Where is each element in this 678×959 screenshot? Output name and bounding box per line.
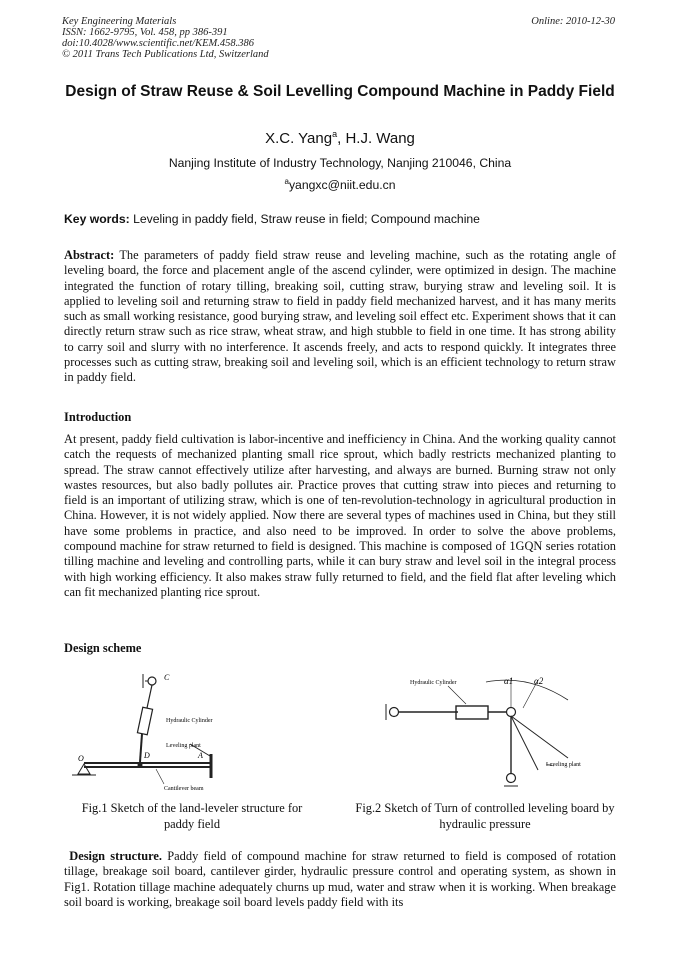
fig1-piston-rod <box>147 685 152 708</box>
design-structure-text: Paddy field of compound machine for straw returned to field is composed of rotation tillage, breakage soil board, cantilever girder, hydraulic pressure control and operating system, as shown in Fig1. Rotation tillage machine adequately churns up mud, water and straw when it is working. When breakage soil board is working, breakage soil board levels paddy field with its <box>64 849 617 909</box>
email-address[interactable]: yangxc@niit.edu.cn <box>288 178 396 193</box>
fig1-label-a: A <box>198 751 203 760</box>
online-date: Online: 2010-12-30 <box>531 16 615 27</box>
introduction-paragraph: At present, paddy field cultivation is labor-incentive and inefficiency in China. And the working quality cannot catch the requests of mechanized planting small rice sprout, which badly restricts mechanized planting to spread. The straw cannot effectively utilize after harvesting, and always are burned. Burning straw not only wastes resources, but also badly pollutes air. Practice proves that cutting straw into pieces and returning to field is an important of utilizing straw, which is one of ten-revolution-technology in agricultural production in China. However, it is not widely applied. Now there are several types of machines used in China, but they still have some problems in practice, and also need to be improved. In order to solve the above problems, compound machine for straw returned to field is designed. This machine is composed of 1GQN series rotation tilling machine and leveling and controlling parts, while it can bury straw and level soil in the integral process with high working efficiency. It also makes straw fully returned to field, and the field flat after leveling which can fit mechanized planting rice sprout. <box>64 432 616 599</box>
figure-2-caption: Fig.2 Sketch of Turn of controlled leveling board by hydraulic pressure <box>355 801 615 831</box>
email-superscript: a <box>284 177 289 186</box>
affiliation: Nanjing Institute of Industry Technology, Nanjing 210046, China <box>168 156 512 170</box>
design-structure-paragraph <box>64 849 616 910</box>
abstract-paragraph <box>64 248 616 386</box>
email-line <box>60 177 620 192</box>
fig1-cylinder-body <box>137 707 152 735</box>
fig2-label-alpha1: α1 <box>504 676 514 686</box>
fig1-label-plant: Leveling plant <box>166 743 201 749</box>
fig2-upper-pivot <box>507 708 516 717</box>
fig1-label-cylinder: Hydraulic Cylinder <box>166 718 213 724</box>
fig1-label-o: O <box>78 754 84 763</box>
author-1-superscript: a <box>332 129 338 139</box>
fig2-lower-pivot <box>507 774 516 783</box>
figure-2-diagram <box>378 670 608 800</box>
fig2-swing-arm-2 <box>511 716 568 758</box>
authors-line <box>60 129 620 147</box>
keywords-label: Key words: <box>64 212 130 226</box>
figure-1-diagram <box>70 666 310 801</box>
fig2-label-plant: Leveling plant <box>546 762 581 768</box>
abstract-label: Abstract: <box>64 248 115 262</box>
fig2-label-cylinder: Hydraulic Cylinder <box>410 680 457 686</box>
fig1-label-d: D <box>144 751 150 760</box>
abstract-text: The parameters of paddy field straw reuse and leveling machine, such as the rotating angle of leveling board, the force and placement angle of the ascend cylinder, were optimized in design. The machine integrated the function of rotary tilling, breaking soil, cutting straw, burying straw and leveling soil. It is applied to leveling soil and returning straw to field in paddy field mechanized harvest, and it has many merits such as small working resistance, good burying straw, and leveling soil effect etc. Experiment shows that it can directly return straw such as rice straw, wheat straw, and high stubble to field in one time. It has strong ability to carry soil and slurry with no interference. It ascends freely, and acts to respond quickly. It integrates three processes such as cutting straw, breaking soil and leveling soil, which is an efficient technology to return straw in paddy field. <box>64 248 617 385</box>
fig2-cylinder-leader <box>448 686 466 704</box>
copyright-line: © 2011 Trans Tech Publications Ltd, Switzerland <box>62 49 269 60</box>
journal-name: Key Engineering Materials <box>62 16 177 27</box>
paper-title: Design of Straw Reuse & Soil Levelling Compound Machine in Paddy Field <box>65 83 615 100</box>
introduction-heading: Introduction <box>64 410 132 424</box>
fig1-label-c: C <box>164 673 170 682</box>
fig1-joint-d <box>138 763 143 768</box>
fig1-beam-leader <box>156 769 164 784</box>
issn-line: ISSN: 1662-9795, Vol. 458, pp 386-391 <box>62 27 228 38</box>
keywords-text: Leveling in paddy field, Straw reuse in field; Compound machine <box>133 212 480 226</box>
fig1-pivot-o <box>78 764 90 774</box>
fig2-angle-arc <box>486 680 568 700</box>
running-header <box>62 16 269 60</box>
fig1-joint-c <box>148 677 156 685</box>
figure-1-caption: Fig.1 Sketch of the land-leveler structure for paddy field <box>81 801 303 831</box>
fig2-cylinder-body <box>456 706 488 719</box>
fig1-link <box>140 734 142 762</box>
fig2-label-alpha2: α2 <box>534 676 544 686</box>
doi-line: doi:10.4028/www.scientific.net/KEM.458.386 <box>62 38 254 49</box>
author-2: H.J. Wang <box>345 130 415 147</box>
fig2-left-pivot <box>390 708 399 717</box>
keywords <box>64 212 480 226</box>
author-separator: , <box>337 130 346 147</box>
author-1: X.C. Yang <box>265 130 333 147</box>
fig2-swing-arm-1 <box>511 716 538 770</box>
fig1-label-beam: Cantilever beam <box>164 786 204 792</box>
design-scheme-heading: Design scheme <box>64 641 142 655</box>
design-structure-label: Design structure. <box>69 849 163 863</box>
